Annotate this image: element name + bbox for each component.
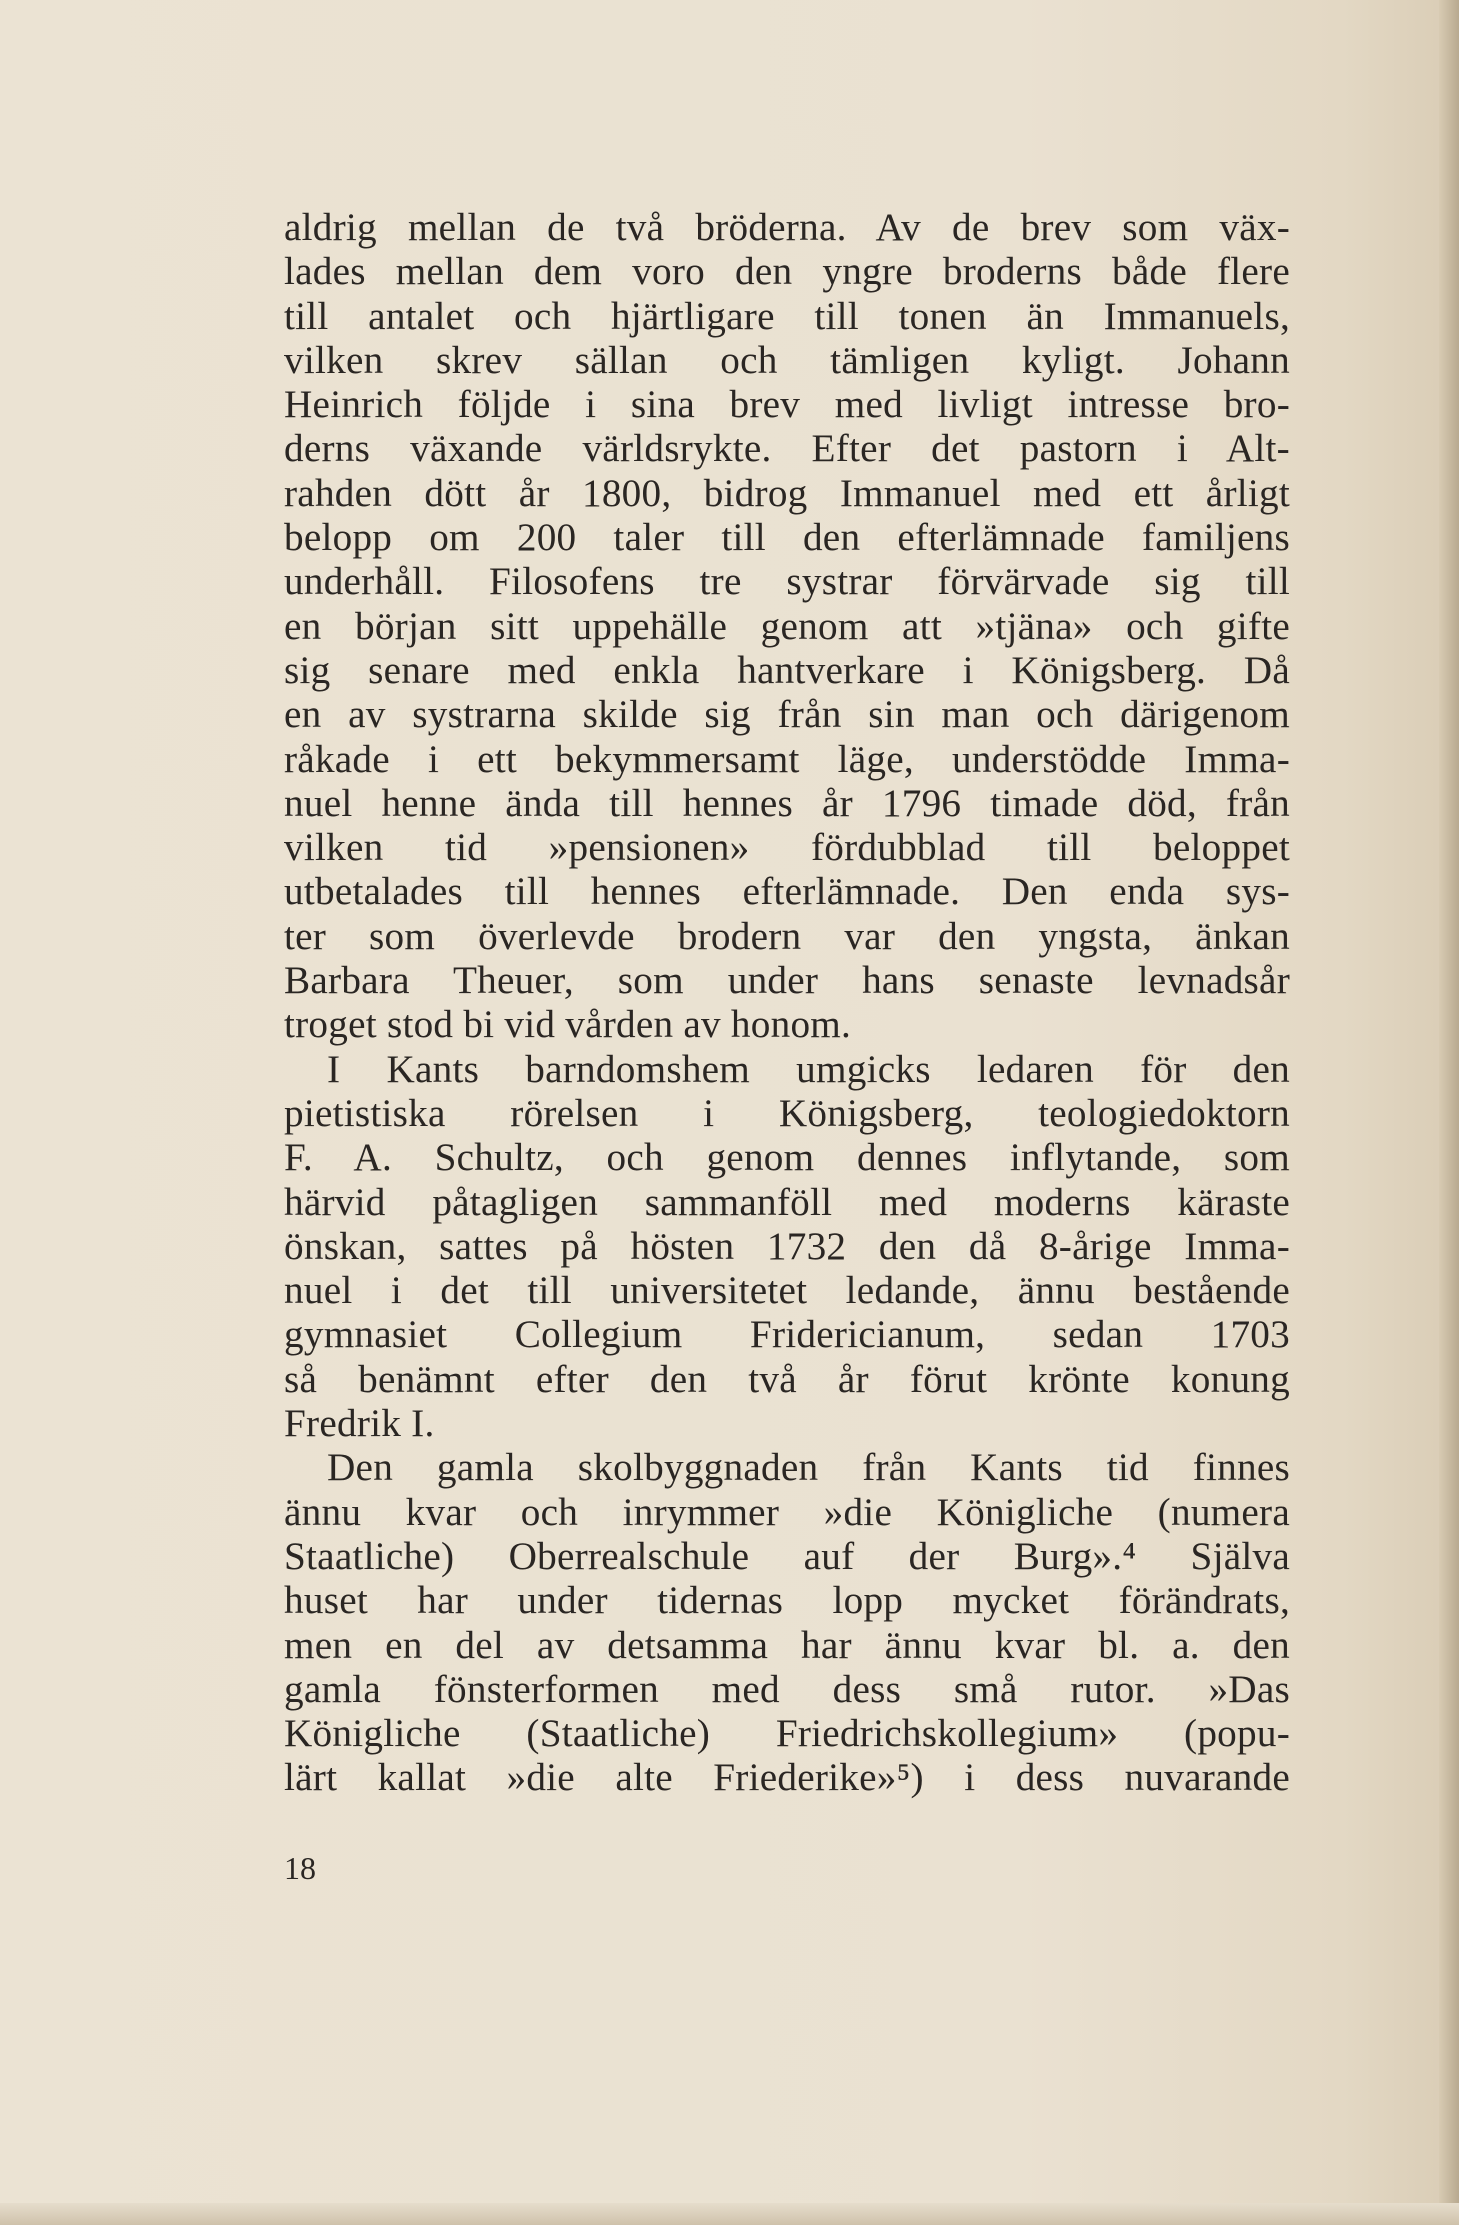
text-line: troget stod bi vid vården av honom. bbox=[284, 1003, 852, 1047]
page-number: 18 bbox=[284, 1850, 316, 1886]
page-edge bbox=[1439, 0, 1459, 2225]
text-line: men en del av detsamma har ännu kvar bl. a. den bbox=[284, 1623, 1290, 1667]
text-line: F. A. Schultz, och genom dennes inflytande, som bbox=[284, 1136, 1290, 1180]
text-line: sig senare med enkla hantverkare i Königsberg. Då bbox=[284, 648, 1290, 692]
body-text bbox=[284, 206, 1290, 1801]
text-line: nuel henne ända till hennes år 1796 timade död, från bbox=[284, 781, 1290, 825]
text-line: till antalet och hjärtligare till tonen än Immanuels, bbox=[284, 294, 1290, 338]
text-line: vilken tid »pensionen» fördubblad till beloppet bbox=[284, 826, 1290, 870]
text-line: underhåll. Filosofens tre systrar förvärvade sig till bbox=[284, 560, 1290, 604]
text-line: I Kants barndomshem umgicks ledaren för den bbox=[327, 1047, 1290, 1091]
text-line: vilken skrev sällan och tämligen kyligt. Johann bbox=[284, 338, 1290, 382]
text-line: Königliche (Staatliche) Friedrichskollegium» (popu- bbox=[284, 1712, 1290, 1756]
text-line: önskan, sattes på hösten 1732 den då 8-årige Imma- bbox=[284, 1224, 1290, 1268]
text-line: lades mellan dem voro den yngre broderns både flere bbox=[284, 250, 1290, 294]
text-line: härvid påtagligen sammanföll med moderns käraste bbox=[284, 1180, 1290, 1224]
text-line: aldrig mellan de två bröderna. Av de brev som väx- bbox=[284, 206, 1290, 249]
text-line: så benämnt efter den två år förut krönte konung bbox=[284, 1357, 1290, 1401]
text-line: derns växande världsrykte. Efter det pastorn i Alt- bbox=[284, 427, 1290, 471]
text-line: Barbara Theuer, som under hans senaste levnadsår bbox=[284, 959, 1290, 1003]
text-line: rahden dött år 1800, bidrog Immanuel med ett årligt bbox=[284, 471, 1290, 515]
text-line: nuel i det till universitetet ledande, ännu bestående bbox=[284, 1269, 1290, 1313]
text-line: pietistiska rörelsen i Königsberg, teologiedoktorn bbox=[284, 1091, 1290, 1135]
page-bottom-shadow bbox=[0, 2203, 1459, 2225]
text-line: råkade i ett bekymmersamt läge, understödde Imma- bbox=[284, 737, 1290, 781]
text-line: lärt kallat »die alte Friederike»⁵) i dess nuvarande bbox=[284, 1756, 1290, 1800]
text-line: en av systrarna skilde sig från sin man och därigenom bbox=[284, 693, 1290, 737]
text-line: belopp om 200 taler till den efterlämnade familjens bbox=[284, 516, 1290, 560]
text-line: gamla fönsterformen med dess små rutor. »Das bbox=[284, 1667, 1290, 1711]
text-line: Fredrik I. bbox=[284, 1402, 435, 1446]
text-line: utbetalades till hennes efterlämnade. Den enda sys- bbox=[284, 870, 1290, 914]
text-line: Heinrich följde i sina brev med livligt intresse bro- bbox=[284, 383, 1290, 427]
text-line: gymnasiet Collegium Fridericianum, sedan 1703 bbox=[284, 1313, 1290, 1357]
text-line: Den gamla skolbyggnaden från Kants tid finnes bbox=[327, 1446, 1290, 1490]
text-line: en början sitt uppehälle genom att »tjäna» och gifte bbox=[284, 604, 1290, 648]
text-line: huset har under tidernas lopp mycket förändrats, bbox=[284, 1579, 1290, 1623]
text-line: ännu kvar och inrymmer »die Königliche (numera bbox=[284, 1490, 1290, 1534]
text-line: Staatliche) Oberrealschule auf der Burg».⁴ Själva bbox=[284, 1534, 1290, 1578]
text-line: ter som överlevde brodern var den yngsta, änkan bbox=[284, 914, 1290, 958]
